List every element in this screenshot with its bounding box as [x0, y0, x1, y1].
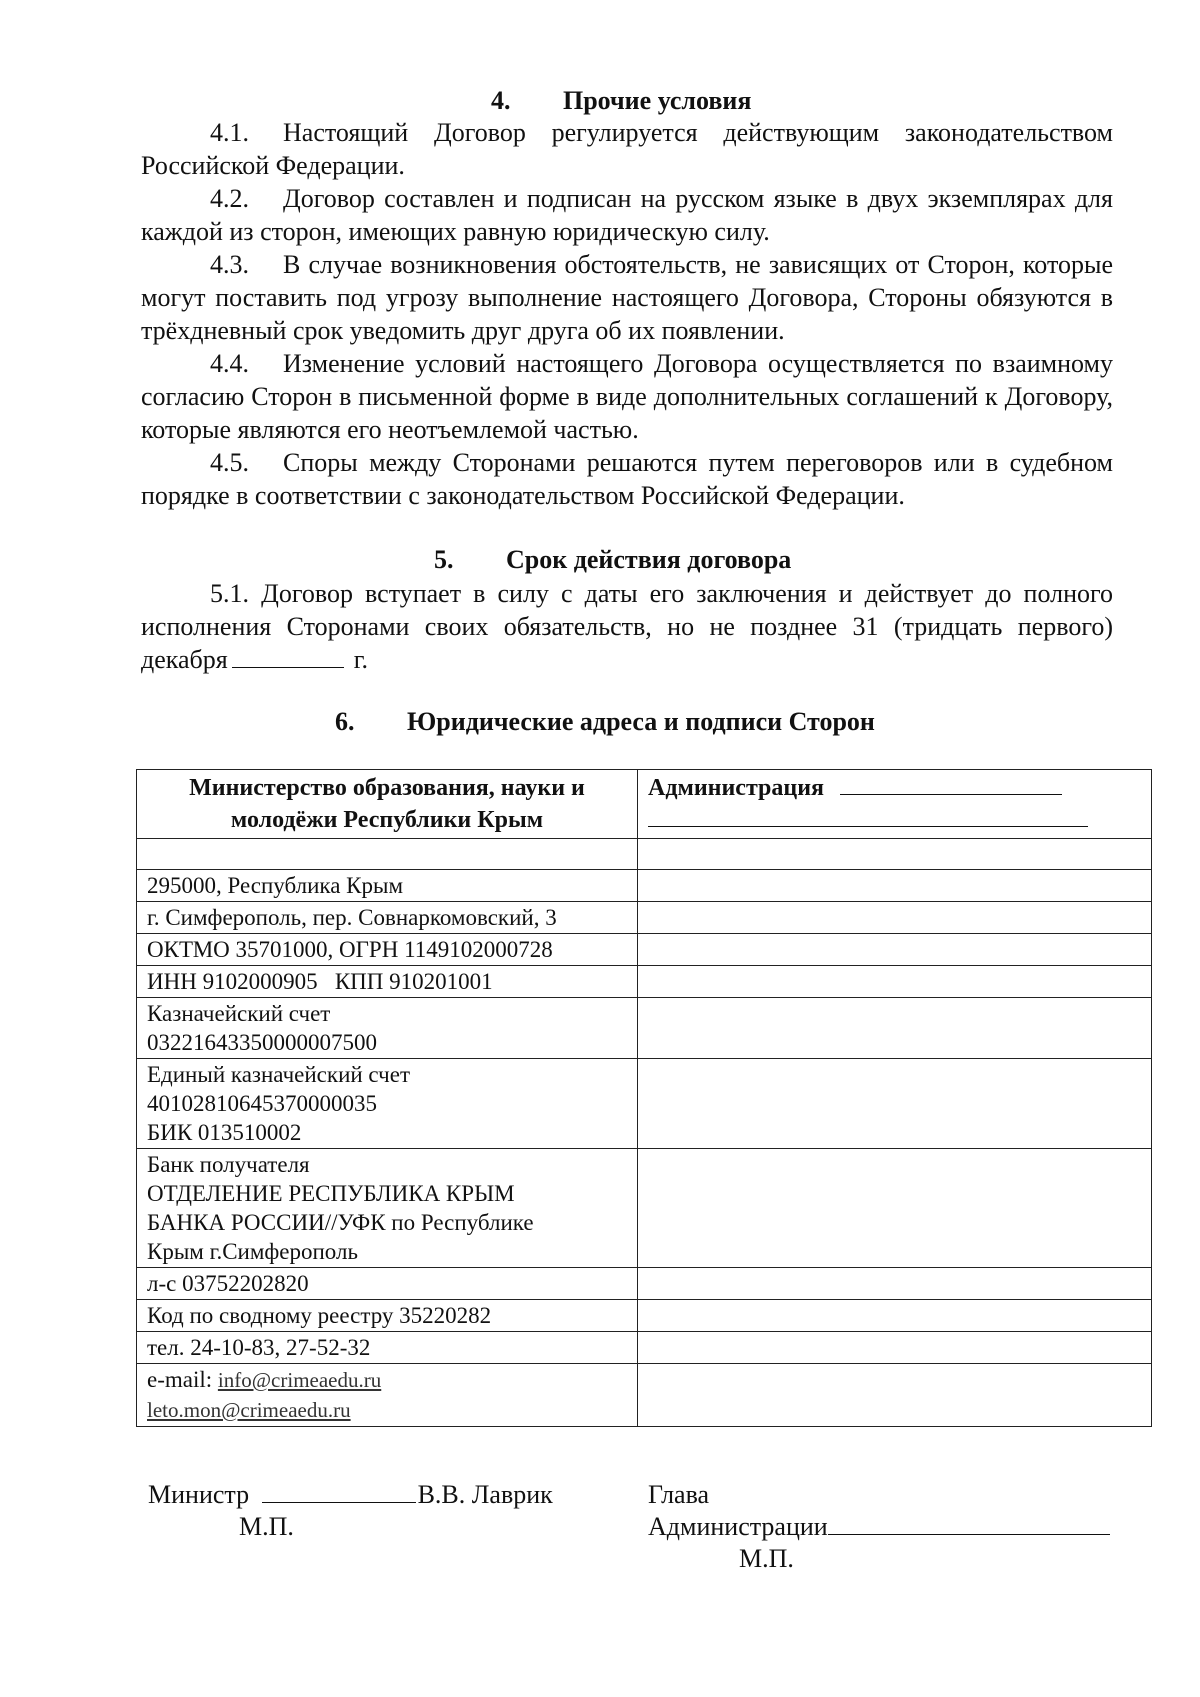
- address-city: г. Симферополь, пер. Совнаркомовский, 3: [137, 902, 638, 934]
- table-row: [137, 998, 1152, 1059]
- table-row: [137, 1059, 1152, 1149]
- administration-name-line: [840, 772, 1062, 795]
- clause-text: Споры между Сторонами решаются путем переговоров или в судебном порядке в соответствии с законодательством Российской Федерации.: [141, 448, 1113, 510]
- address-region: 295000, Республика Крым: [137, 870, 638, 902]
- inn-kpp: ИНН 9102000905 КПП 910201001: [137, 966, 638, 998]
- clause-text: Настоящий Договор регулируется действующим законодательством Российской Федерации.: [141, 118, 1113, 180]
- administration-header: Администрация: [638, 770, 1152, 839]
- section-5-title: Срок действия договора: [506, 545, 792, 574]
- table-row: [137, 1149, 1152, 1268]
- clause-number: 4.5.: [210, 448, 249, 477]
- year-blank-line: [232, 643, 344, 668]
- mp-right: М.П.: [739, 1544, 794, 1573]
- administration-label: Администрации: [648, 1512, 828, 1541]
- requisites-table: [136, 769, 1152, 1427]
- section-6-heading: [335, 707, 875, 737]
- table-row: [137, 966, 1152, 998]
- clause-4-4: [141, 347, 1113, 446]
- administration-name-line-2: [648, 804, 1088, 827]
- emails: e-mail: info@crimeaedu.ru leto.mon@crimeaedu.ru: [137, 1364, 638, 1427]
- clause-text: Договор вступает в силу с даты его заключения и действует до полного исполнения Сторонами своих обязательств, но не позднее 31 (тридцать первого) декабря: [141, 579, 1114, 674]
- table-row: [137, 934, 1152, 966]
- clause-number: 4.3.: [210, 250, 249, 279]
- minister-label: Министр: [148, 1480, 250, 1509]
- clause-number: 4.2.: [210, 184, 249, 213]
- clause-text: В случае возникновения обстоятельств, не зависящих от Сторон, которые могут поставить под угрозу выполнение настоящего Договора, Стороны обязуются в трёхдневный срок уведомить друг друга об их появлении.: [141, 250, 1113, 345]
- section-4-number: 4.: [491, 86, 511, 115]
- clause-4-2: [141, 182, 1113, 248]
- table-row: [137, 870, 1152, 902]
- clause-4-3: [141, 248, 1113, 347]
- table-row: [137, 839, 1152, 870]
- clause-4-5: [141, 446, 1113, 512]
- single-treasury-account: Единый казначейский счет 40102810645370000035 БИК 013510002: [137, 1059, 638, 1149]
- treasury-account: Казначейский счет 03221643350000007500: [137, 998, 638, 1059]
- clause-number: 5.1.: [210, 579, 249, 608]
- section-4-title: Прочие условия: [563, 86, 752, 115]
- minister-name: В.В. Лаврик: [417, 1480, 553, 1509]
- clause-5-1: [141, 577, 1113, 676]
- table-row: [137, 1300, 1152, 1332]
- table-row: [137, 1364, 1152, 1427]
- clause-text: Изменение условий настоящего Договора осуществляется по взаимному согласию Сторон в письменной форме в виде дополнительных соглашений к Договору, которые являются его неотъемлемой частью.: [141, 349, 1113, 444]
- section-5-number: 5.: [434, 545, 454, 574]
- registry-code: Код по сводному реестру 35220282: [137, 1300, 638, 1332]
- phones: тел. 24-10-83, 27-52-32: [137, 1332, 638, 1364]
- ministry-header: Министерство образования, науки и молодёжи Республики Крым: [137, 770, 638, 839]
- section-5-heading: [434, 545, 792, 575]
- table-row: [137, 770, 1152, 839]
- oktmo-ogrn: ОКТМО 35701000, ОГРН 1149102000728: [137, 934, 638, 966]
- clause-text: Договор составлен и подписан на русском языке в двух экземплярах для каждой из сторон, имеющих равную юридическую силу.: [141, 184, 1113, 246]
- section-6-number: 6.: [335, 707, 355, 736]
- administration-signature-blank: [828, 1512, 1110, 1535]
- minister-signature-blank: [262, 1480, 416, 1503]
- table-row: [137, 902, 1152, 934]
- email-link-leto[interactable]: leto.mon@crimeaedu.ru: [147, 1398, 351, 1422]
- table-row: [137, 1332, 1152, 1364]
- minister-signature-line: [148, 1479, 553, 1510]
- clause-number: 4.1.: [210, 118, 249, 147]
- clause-4-1: [141, 116, 1113, 182]
- email-link-info[interactable]: info@crimeaedu.ru: [217, 1368, 382, 1392]
- head-label: Глава: [648, 1480, 710, 1509]
- section-4-heading: [491, 86, 752, 116]
- personal-account: л-с 03752202820: [137, 1268, 638, 1300]
- table-row: [137, 1268, 1152, 1300]
- recipient-bank: Банк получателя ОТДЕЛЕНИЕ РЕСПУБЛИКА КРЫМ БАНКА РОССИИ//УФК по Республике Крым г.Симферополь: [137, 1149, 638, 1268]
- section-6-title: Юридические адреса и подписи Сторон: [407, 707, 875, 736]
- clause-suffix: г.: [353, 645, 368, 674]
- clause-number: 4.4.: [210, 349, 249, 378]
- administration-signature-line: [648, 1511, 1110, 1542]
- mp-left: М.П.: [239, 1512, 294, 1541]
